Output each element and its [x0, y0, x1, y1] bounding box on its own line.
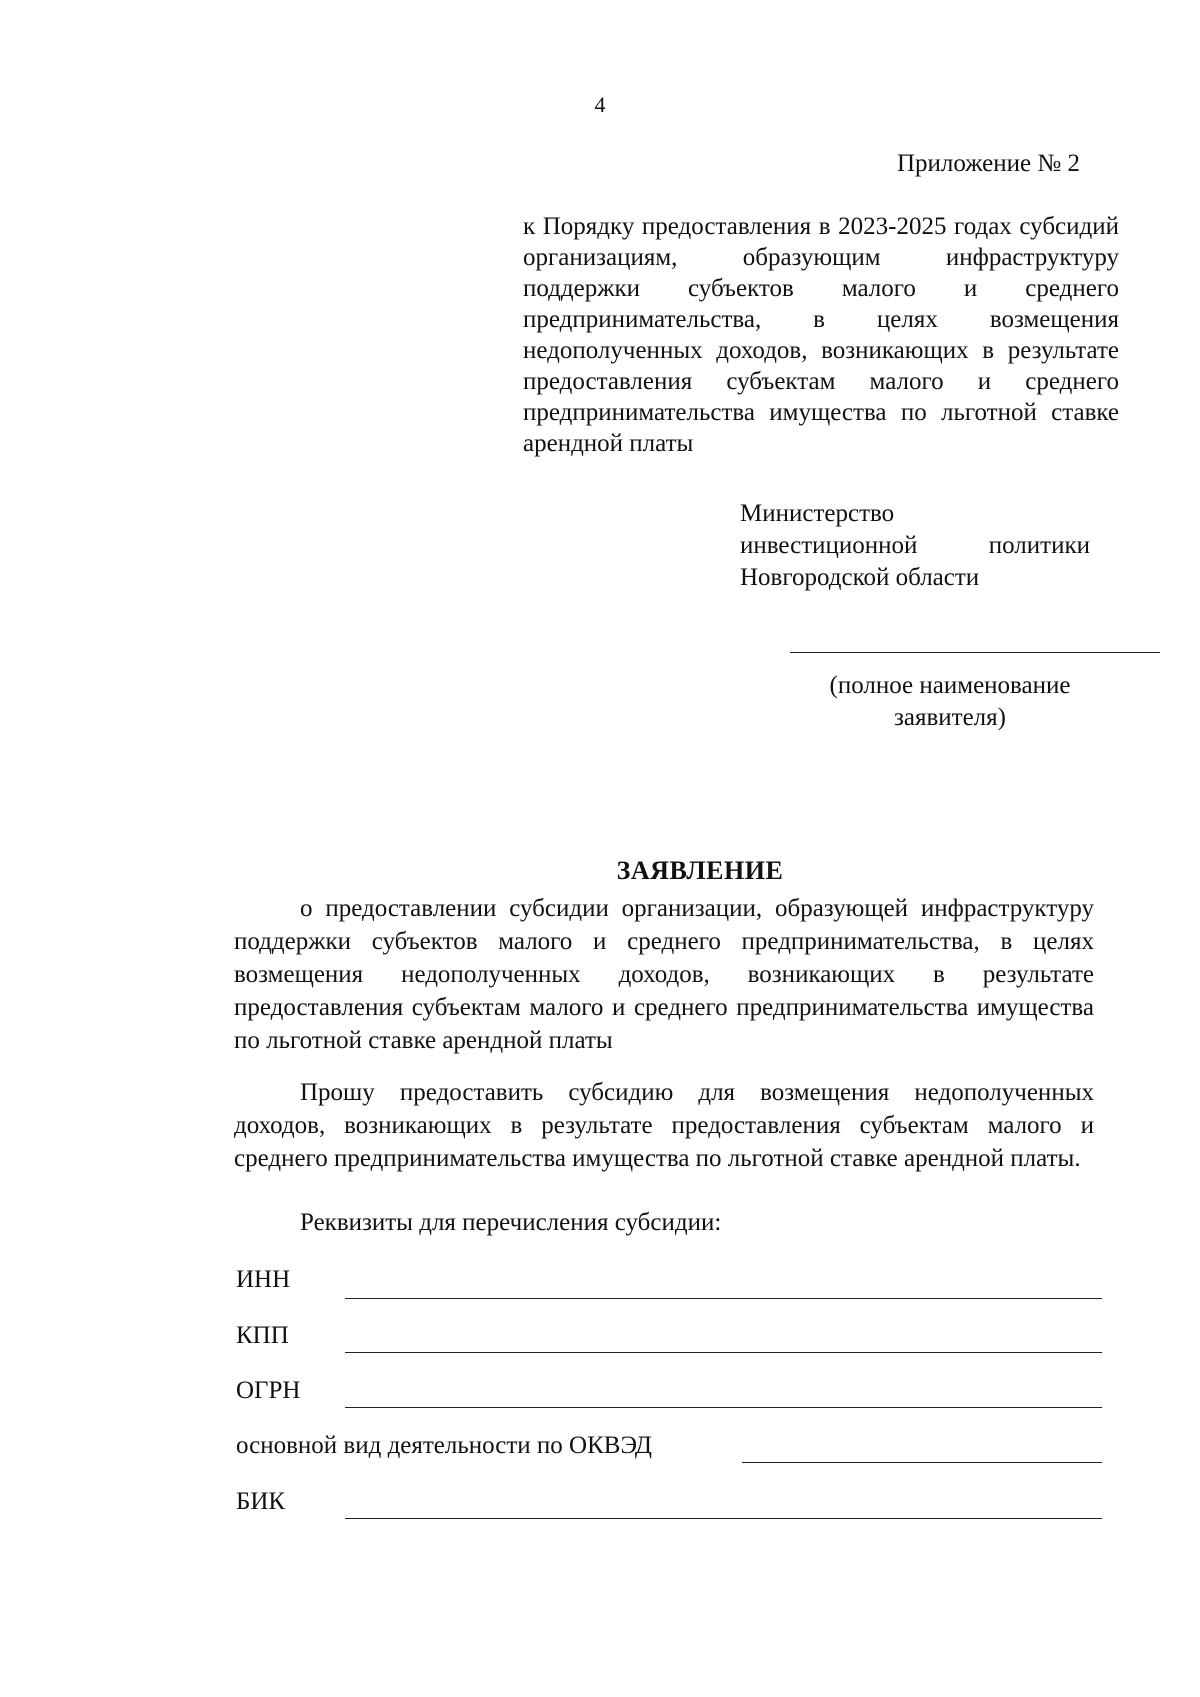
applicant-caption: [800, 670, 1100, 734]
applicant-caption-line-2: заявителя): [894, 704, 1006, 731]
kpp-input-line[interactable]: [345, 1352, 1102, 1353]
appendix-reference: к Порядку предоставления в 2023-2025 годах субсидий организациям, образующим инфраструктуру поддержки субъектов малого и среднего предпринимательства, в целях возмещения недополученных доходов, возникающих в результате предоставления субъектам малого и среднего предпринимательства имущества по льготной ставке арендной платы: [523, 213, 1119, 457]
applicant-name-field[interactable]: [790, 652, 1160, 653]
addressee-line-2: [740, 530, 1090, 562]
page-number: 4: [594, 92, 606, 117]
addressee-line-2-text: инвестиционной политики: [740, 532, 1090, 559]
applicant-caption-line-1: (полное наименование: [829, 672, 1071, 699]
title-wrap: [0, 856, 1200, 886]
addressee-line-3: Новгородской области: [740, 564, 980, 591]
document-title: ЗАЯВЛЕНИЕ: [616, 856, 784, 885]
okved-label: основной вид деятельности по ОКВЭД: [236, 1432, 652, 1459]
document-subject: о предоставлении субсидии организации, образующей инфраструктуру поддержки субъектов малого и среднего предпринимательства, в целях возмещения недополученных доходов, возникающих в результате предоставления субъектам малого и среднего предпринимательства имущества по льготной ставке арендной платы: [234, 895, 1094, 1054]
bik-input-line[interactable]: [345, 1518, 1102, 1519]
appendix-label: Приложение № 2: [896, 150, 1080, 177]
ogrn-label: ОГРН: [236, 1377, 301, 1404]
addressee-line-1: Министерство: [740, 500, 895, 527]
inn-label: ИНН: [236, 1266, 291, 1293]
requisites-heading: Реквизиты для перечисления субсидии:: [300, 1209, 722, 1236]
addressee-block: [740, 498, 1090, 594]
kpp-label: КПП: [236, 1322, 289, 1349]
bik-label: БИК: [236, 1488, 286, 1515]
okved-input-line[interactable]: [742, 1462, 1102, 1463]
inn-input-line[interactable]: [345, 1298, 1102, 1299]
ogrn-input-line[interactable]: [345, 1407, 1102, 1408]
request-paragraph: Прошу предоставить субсидию для возмещения недополученных доходов, возникающих в результате предоставления субъектам малого и среднего предпринимательства имущества по льготной ставке арендной платы.: [234, 1079, 1094, 1172]
